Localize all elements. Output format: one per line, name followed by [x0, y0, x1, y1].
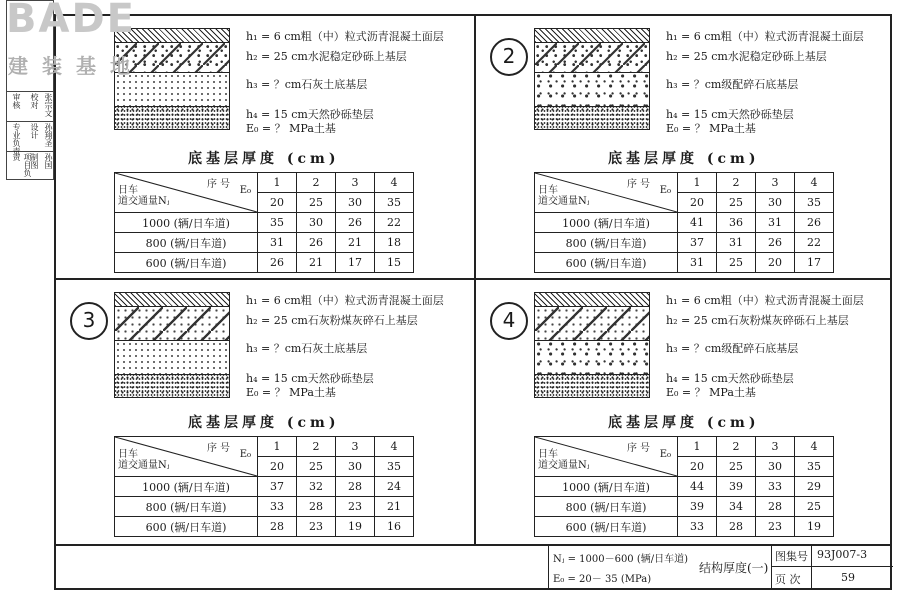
- thickness-value: 28: [756, 497, 795, 517]
- thickness-value: 33: [258, 497, 297, 517]
- traffic-volume-label: 600 (辆/日车道): [115, 517, 258, 537]
- thickness-table: [114, 172, 414, 273]
- e0-value: 20: [678, 193, 717, 213]
- pavement-layer: [115, 375, 229, 397]
- thickness-value: 28: [717, 517, 756, 537]
- layer-description: h₄ = 15 cm天然砂砾垫层: [246, 372, 374, 385]
- thickness-value: 23: [756, 517, 795, 537]
- corner-traffic-label: 日车 道交通量Nⱼ: [118, 449, 170, 471]
- table-row: [115, 253, 414, 273]
- table-title: 底基层厚度 (cm): [608, 415, 760, 431]
- page-number: 59: [841, 571, 855, 584]
- column-number: 3: [336, 173, 375, 193]
- thickness-value: 31: [258, 233, 297, 253]
- e0-value: 35: [795, 457, 834, 477]
- corner-seq-label: 序号: [627, 443, 653, 454]
- layer-description: h₄ = 15 cm天然砂砾垫层: [666, 108, 794, 121]
- layer-description: E₀ = ？ MPa土基: [246, 122, 336, 135]
- column-number: 2: [717, 437, 756, 457]
- pavement-layer: [535, 293, 649, 307]
- pavement-layer: [535, 107, 649, 129]
- structure-panel-2: [476, 16, 894, 278]
- page-label: 页 次: [775, 573, 801, 586]
- thickness-value: 35: [258, 213, 297, 233]
- traffic-volume-label: 600 (辆/日车道): [115, 253, 258, 273]
- tb-vline-2: [811, 544, 812, 590]
- traffic-volume-label: 800 (辆/日车道): [115, 497, 258, 517]
- watermark: [2, 0, 177, 80]
- layer-description: h₃ = ？cm石灰土底基层: [246, 342, 368, 355]
- structure-panel-3: [56, 280, 474, 542]
- thickness-value: 37: [678, 233, 717, 253]
- thickness-value: 31: [717, 233, 756, 253]
- e0-value: 25: [717, 457, 756, 477]
- table-row: [535, 517, 834, 537]
- thickness-table: [534, 172, 834, 273]
- layer-description: E₀ = ？ MPa土基: [246, 386, 336, 399]
- e0-value: 20: [678, 457, 717, 477]
- table-title: 底基层厚度 (cm): [188, 415, 340, 431]
- column-number: 4: [375, 437, 414, 457]
- thickness-value: 25: [795, 497, 834, 517]
- traffic-volume-label: 600 (辆/日车道): [535, 253, 678, 273]
- table-row: [535, 233, 834, 253]
- corner-e0-label: E₀: [239, 449, 251, 460]
- table-title: 底基层厚度 (cm): [188, 151, 340, 167]
- column-number: 1: [258, 437, 297, 457]
- table-row: [115, 477, 414, 497]
- pavement-layer: [115, 307, 229, 341]
- layer-description: E₀ = ？ MPa土基: [666, 386, 756, 399]
- pavement-layer: [535, 43, 649, 73]
- table-corner-header: [535, 437, 678, 477]
- thickness-value: 41: [678, 213, 717, 233]
- layer-description: h₄ = 15 cm天然砂砾垫层: [246, 108, 374, 121]
- layer-description: E₀ = ？ MPa土基: [666, 122, 756, 135]
- layer-description: h₁ = 6 cm粗（中）粒式沥青混凝土面层: [666, 294, 864, 307]
- table-corner-header: [535, 173, 678, 213]
- stamp-label: 专业负责: [12, 123, 21, 155]
- layer-description: h₂ = 25 cm石灰粉煤灰碎砾石上基层: [666, 314, 849, 327]
- pavement-layer: [535, 375, 649, 397]
- stamp-row: [7, 121, 53, 122]
- thickness-value: 15: [375, 253, 414, 273]
- e0-value: 35: [795, 193, 834, 213]
- panel-number-circle: 4: [490, 302, 528, 340]
- column-number: 4: [795, 173, 834, 193]
- e0-value: 25: [297, 193, 336, 213]
- thickness-value: 17: [336, 253, 375, 273]
- thickness-value: 39: [717, 477, 756, 497]
- thickness-value: 16: [375, 517, 414, 537]
- thickness-value: 19: [795, 517, 834, 537]
- tb-vline-1: [771, 544, 772, 590]
- e0-value: 25: [297, 457, 336, 477]
- column-number: 2: [297, 437, 336, 457]
- e0-value: 25: [717, 193, 756, 213]
- pavement-layer: [535, 341, 649, 375]
- layer-description: h₂ = 25 cm水泥稳定砂砾上基层: [666, 50, 827, 63]
- thickness-value: 30: [297, 213, 336, 233]
- table-row: [535, 253, 834, 273]
- stamp-label: 制图: [30, 153, 39, 169]
- title-block-nj: Nⱼ = 1000－600 (辆/日车道): [553, 554, 689, 565]
- column-number: 4: [795, 437, 834, 457]
- pavement-layer-diagram: [534, 28, 650, 130]
- table-row: [535, 497, 834, 517]
- table-row: [115, 213, 414, 233]
- traffic-volume-label: 1000 (辆/日车道): [535, 213, 678, 233]
- layer-description: h₂ = 25 cm石灰粉煤灰碎石上基层: [246, 314, 418, 327]
- e0-value: 35: [375, 193, 414, 213]
- thickness-value: 44: [678, 477, 717, 497]
- thickness-value: 21: [297, 253, 336, 273]
- corner-traffic-label: 日车 道交通量Nⱼ: [538, 185, 590, 207]
- pavement-layer: [535, 73, 649, 107]
- thickness-table: [114, 436, 414, 537]
- thickness-value: 26: [258, 253, 297, 273]
- layer-description: h₄ = 15 cm天然砂砾垫层: [666, 372, 794, 385]
- thickness-value: 18: [375, 233, 414, 253]
- table-row: [115, 517, 414, 537]
- layer-description: h₃ = ？cm级配碎石底基层: [666, 342, 799, 355]
- thickness-value: 33: [756, 477, 795, 497]
- e0-value: 20: [258, 193, 297, 213]
- thickness-value: 23: [336, 497, 375, 517]
- corner-seq-label: 序号: [207, 179, 233, 190]
- stamp-label: 审核: [12, 93, 21, 109]
- column-number: 1: [258, 173, 297, 193]
- e0-value: 30: [336, 457, 375, 477]
- column-number: 2: [297, 173, 336, 193]
- title-block: [548, 544, 893, 590]
- column-number: 3: [756, 173, 795, 193]
- column-number: 3: [336, 437, 375, 457]
- table-title: 底基层厚度 (cm): [608, 151, 760, 167]
- pavement-layer: [115, 293, 229, 307]
- stamp-label: 设计: [30, 123, 39, 139]
- layer-description: h₁ = 6 cm粗（中）粒式沥青混凝土面层: [246, 294, 444, 307]
- pavement-layer-diagram: [114, 292, 230, 398]
- thickness-value: 28: [297, 497, 336, 517]
- thickness-value: 31: [756, 213, 795, 233]
- column-number: 3: [756, 437, 795, 457]
- traffic-volume-label: 800 (辆/日车道): [115, 233, 258, 253]
- corner-traffic-label: 日车 道交通量Nⱼ: [118, 185, 170, 207]
- pavement-layer: [535, 29, 649, 43]
- drawing-sheet: [54, 14, 892, 590]
- thickness-value: 23: [297, 517, 336, 537]
- column-number: 1: [678, 173, 717, 193]
- column-number: 2: [717, 173, 756, 193]
- title-block-e0: E₀ = 20－ 35 (MPa): [553, 574, 652, 585]
- watermark-sub: 建装基地: [8, 54, 144, 78]
- stamp-name: 孙翔圣: [44, 123, 53, 147]
- corner-e0-label: E₀: [239, 185, 251, 196]
- e0-value: 20: [258, 457, 297, 477]
- thickness-value: 39: [678, 497, 717, 517]
- thickness-value: 21: [375, 497, 414, 517]
- e0-value: 30: [756, 457, 795, 477]
- table-corner-header: [115, 173, 258, 213]
- traffic-volume-label: 1000 (辆/日车道): [115, 477, 258, 497]
- thickness-value: 26: [297, 233, 336, 253]
- table-row: [115, 497, 414, 517]
- pavement-layer: [115, 107, 229, 129]
- traffic-volume-label: 800 (辆/日车道): [535, 233, 678, 253]
- column-number: 4: [375, 173, 414, 193]
- traffic-volume-label: 600 (辆/日车道): [535, 517, 678, 537]
- table-corner-header: [115, 437, 258, 477]
- thickness-value: 31: [678, 253, 717, 273]
- thickness-value: 22: [795, 233, 834, 253]
- stamp-label: 项目负责: [12, 153, 32, 177]
- thickness-value: 26: [795, 213, 834, 233]
- atlas-label: 图集号: [775, 550, 808, 563]
- e0-value: 30: [756, 193, 795, 213]
- thickness-value: 17: [795, 253, 834, 273]
- corner-traffic-label: 日车 道交通量Nⱼ: [538, 449, 590, 471]
- layer-description: h₂ = 25 cm水泥稳定砂砾上基层: [246, 50, 407, 63]
- corner-e0-label: E₀: [659, 185, 671, 196]
- table-row: [535, 213, 834, 233]
- pavement-layer: [535, 307, 649, 341]
- thickness-table: [534, 436, 834, 537]
- thickness-value: 32: [297, 477, 336, 497]
- layer-description: h₃ = ？cm级配碎石底基层: [666, 78, 799, 91]
- thickness-value: 20: [756, 253, 795, 273]
- thickness-value: 21: [336, 233, 375, 253]
- layer-description: h₁ = 6 cm粗（中）粒式沥青混凝土面层: [246, 30, 444, 43]
- thickness-value: 33: [678, 517, 717, 537]
- thickness-value: 34: [717, 497, 756, 517]
- thickness-value: 26: [336, 213, 375, 233]
- traffic-volume-label: 1000 (辆/日车道): [115, 213, 258, 233]
- thickness-value: 22: [375, 213, 414, 233]
- layer-description: h₁ = 6 cm粗（中）粒式沥青混凝土面层: [666, 30, 864, 43]
- thickness-value: 28: [336, 477, 375, 497]
- table-row: [115, 233, 414, 253]
- corner-seq-label: 序号: [207, 443, 233, 454]
- stamp-name: 张宗文: [44, 93, 53, 117]
- stamp-name: 孙国: [44, 153, 53, 169]
- thickness-value: 26: [756, 233, 795, 253]
- thickness-value: 37: [258, 477, 297, 497]
- thickness-value: 24: [375, 477, 414, 497]
- pavement-layer-diagram: [534, 292, 650, 398]
- e0-value: 35: [375, 457, 414, 477]
- table-row: [535, 477, 834, 497]
- traffic-volume-label: 800 (辆/日车道): [535, 497, 678, 517]
- corner-e0-label: E₀: [659, 449, 671, 460]
- tb-hline: [771, 566, 893, 567]
- thickness-value: 25: [717, 253, 756, 273]
- thickness-value: 28: [258, 517, 297, 537]
- corner-seq-label: 序号: [627, 179, 653, 190]
- traffic-volume-label: 1000 (辆/日车道): [535, 477, 678, 497]
- pavement-layer: [115, 341, 229, 375]
- thickness-value: 29: [795, 477, 834, 497]
- layer-description: h₃ = ？cm石灰土底基层: [246, 78, 368, 91]
- thickness-value: 19: [336, 517, 375, 537]
- structure-panel-4: [476, 280, 894, 542]
- stamp-row: [7, 91, 53, 92]
- e0-value: 30: [336, 193, 375, 213]
- panel-number-circle: 2: [490, 38, 528, 76]
- title-block-name: 结构厚度(一): [699, 561, 769, 575]
- panel-number-circle: 3: [70, 302, 108, 340]
- stamp-label: 校对: [30, 93, 39, 109]
- atlas-number: 93J007-3: [817, 548, 868, 561]
- column-number: 1: [678, 437, 717, 457]
- watermark-brand: BADE: [6, 0, 136, 42]
- thickness-value: 36: [717, 213, 756, 233]
